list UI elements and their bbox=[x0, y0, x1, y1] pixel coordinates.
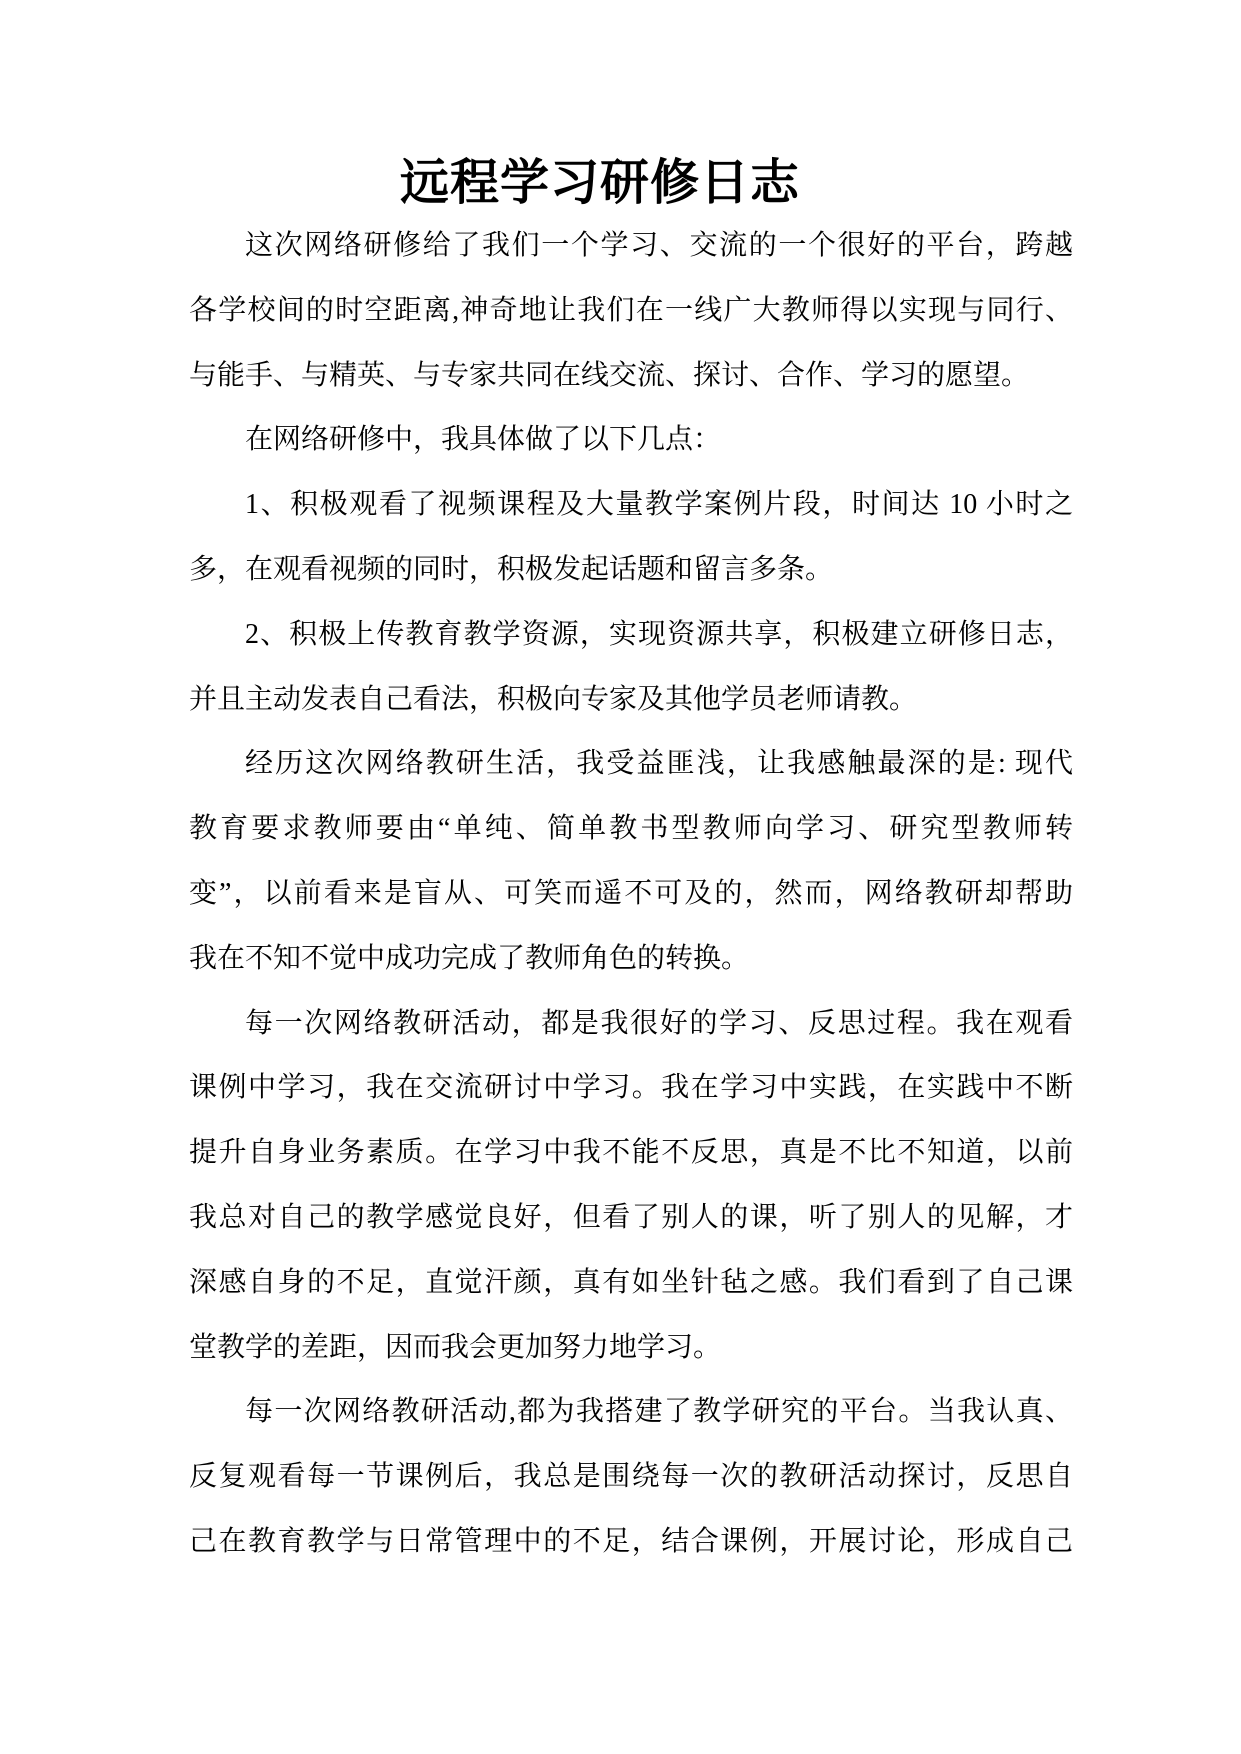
text-line: 在网络研修中，我具体做了以下几点： bbox=[245, 424, 722, 456]
text-line: 教育要求教师要由“单纯、简单教书型教师向学习、研究型教师转 bbox=[189, 813, 1073, 845]
text-line: 课例中学习，我在交流研讨中学习。我在学习中实践，在实践中不断 bbox=[189, 1072, 1073, 1104]
text-line: 反复观看每一节课例后，我总是围绕每一次的教研活动探讨，反思自 bbox=[189, 1461, 1073, 1493]
text-line: 己在教育教学与日常管理中的不足，结合课例，开展讨论，形成自己 bbox=[189, 1525, 1073, 1557]
text-line: 变”，以前看来是盲从、可笑而遥不可及的，然而，网络教研却帮助 bbox=[189, 877, 1073, 909]
text-line: 提升自身业务素质。在学习中我不能不反思，真是不比不知道，以前 bbox=[189, 1137, 1073, 1169]
text-line: 深感自身的不足，直觉汗颜，真有如坐针毡之感。我们看到了自己课 bbox=[189, 1266, 1073, 1298]
text-line: 每一次网络教研活动，都是我很好的学习、反思过程。我在观看 bbox=[245, 1007, 1073, 1039]
text-line: 我在不知不觉中成功完成了教师角色的转换。 bbox=[189, 942, 750, 974]
text-line: 每一次网络教研活动,都为我搭建了教学研究的平台。当我认真、 bbox=[245, 1396, 1073, 1428]
text-line: 1、积极观看了视频课程及大量教学案例片段，时间达 10 小时之 bbox=[245, 489, 1073, 521]
text-line: 并且主动发表自己看法，积极向专家及其他学员老师请教。 bbox=[189, 683, 918, 715]
text-line: 2、积极上传教育教学资源，实现资源共享，积极建立研修日志， bbox=[245, 618, 1073, 650]
text-line: 这次网络研修给了我们一个学习、交流的一个很好的平台，跨越 bbox=[245, 230, 1073, 261]
document-body bbox=[189, 214, 1073, 1575]
text-line: 我总对自己的教学感觉良好，但看了别人的课，听了别人的见解，才 bbox=[189, 1201, 1073, 1233]
document-title: 远程学习研修日志 bbox=[399, 155, 800, 210]
text-line: 多，在观看视频的同时，积极发起话题和留言多条。 bbox=[189, 553, 834, 585]
text-line: 与能手、与精英、与专家共同在线交流、探讨、合作、学习的愿望。 bbox=[189, 359, 1030, 391]
text-line: 堂教学的差距，因而我会更加努力地学习。 bbox=[189, 1331, 722, 1363]
text-line: 各学校间的时空距离,神奇地让我们在一线广大教师得以实现与同行、 bbox=[189, 294, 1073, 326]
text-line: 经历这次网络教研生活，我受益匪浅，让我感触最深的是: 现代 bbox=[245, 748, 1073, 780]
